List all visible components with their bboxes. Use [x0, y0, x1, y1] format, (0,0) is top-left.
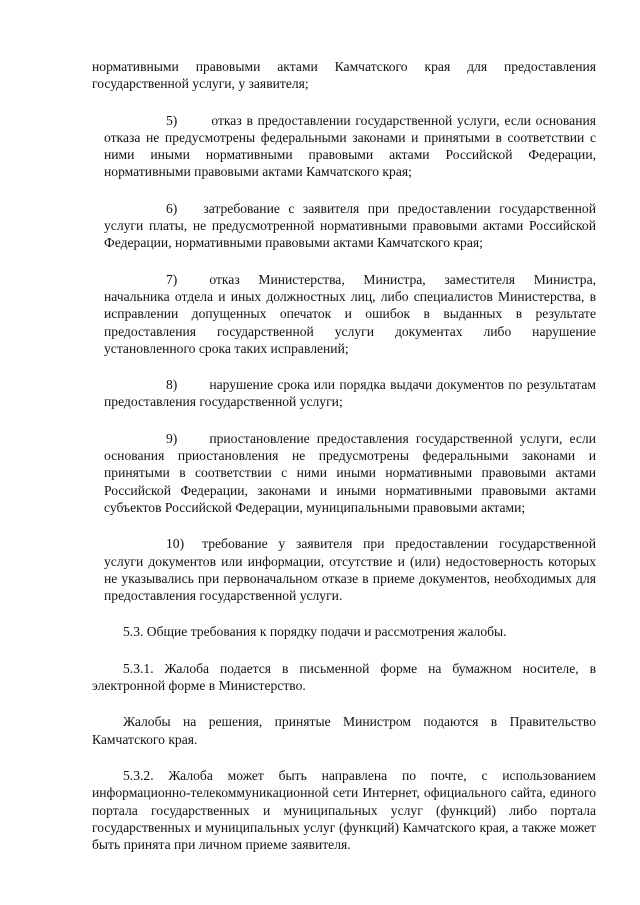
- list-item-text: отказ в предоставлении государственной услуги, если основания отказа не предусмотрены федеральными законами и принятыми в соответствии с ними иными нормативными правовыми актами Российской Федерации, нормативными правовыми актами Камчатского края;: [104, 112, 596, 180]
- list-item-text: затребование с заявителя при предоставлении государственной услуги платы, не предусмотренной нормативными правовыми актами Российской Федерации, нормативными правовыми актами Камчатского края;: [104, 200, 596, 251]
- list-item-text: отказ Министерства, Министра, заместителя Министра, начальника отдела и иных должностных лиц, либо специалистов Министерства, в исправлении допущенных опечаток и ошибок в выданных в результате предоставления государственной услуги документах либо нарушение установленного срока таких исправлений;: [104, 271, 596, 356]
- list-item-number: 9): [166, 430, 178, 446]
- list-item-6: [92, 200, 596, 252]
- document-body: [92, 58, 596, 872]
- paragraph-5-3-1: 5.3.1. Жалоба подается в письменной форме на бумажном носителе, в электронной форме в Министерство.: [92, 660, 596, 694]
- list-item-number: 8): [166, 377, 178, 393]
- list-item-9: [92, 430, 596, 516]
- list-item-7: [92, 271, 596, 357]
- list-item-8: [92, 376, 596, 411]
- list-item-number: 7): [166, 271, 178, 287]
- list-item-number: 5): [166, 112, 178, 128]
- list-item-number: 6): [166, 200, 178, 216]
- section-heading-5-3: 5.3. Общие требования к порядку подачи и рассмотрения жалобы.: [123, 624, 507, 640]
- list-item-number: 10): [166, 536, 185, 552]
- list-item-text: приостановление предоставления государственной услуги, если основания приостановления не предусмотрены федеральными законами и принятыми в соответствии с ними иными нормативными правовыми актами Российской Федерации, законами и иными нормативными правовыми актами субъектов Российской Федерации, муниципальными правовыми актами;: [104, 430, 596, 515]
- paragraph-5-3-2: 5.3.2. Жалоба может быть направлена по почте, с использованием информационно-телекоммуникационной сети Интернет, официального сайта, единого портала государственных и муниципальных услуг (функций) либо портала государственных и муниципальных услуг (функций) Камчатского края, а также может быть принята при личном приеме заявителя.: [92, 767, 596, 853]
- list-item-text: нарушение срока или порядка выдачи документов по результатам предоставления государственной услуги;: [104, 377, 596, 410]
- list-item-text: требование у заявителя при предоставлении государственной услуги документов или информации, отсутствие и (или) недостоверность которых не указывались при первоначальном отказе в приеме документов, необходимых для предоставления государственной услуги.: [104, 536, 596, 604]
- list-item-10: [92, 535, 596, 604]
- intro-paragraph: нормативными правовыми актами Камчатского края для предоставления государственной услуги, у заявителя;: [92, 59, 596, 92]
- paragraph-appeal: Жалобы на решения, принятые Министром подаются в Правительство Камчатского края.: [92, 714, 596, 747]
- list-item-5: [92, 112, 596, 181]
